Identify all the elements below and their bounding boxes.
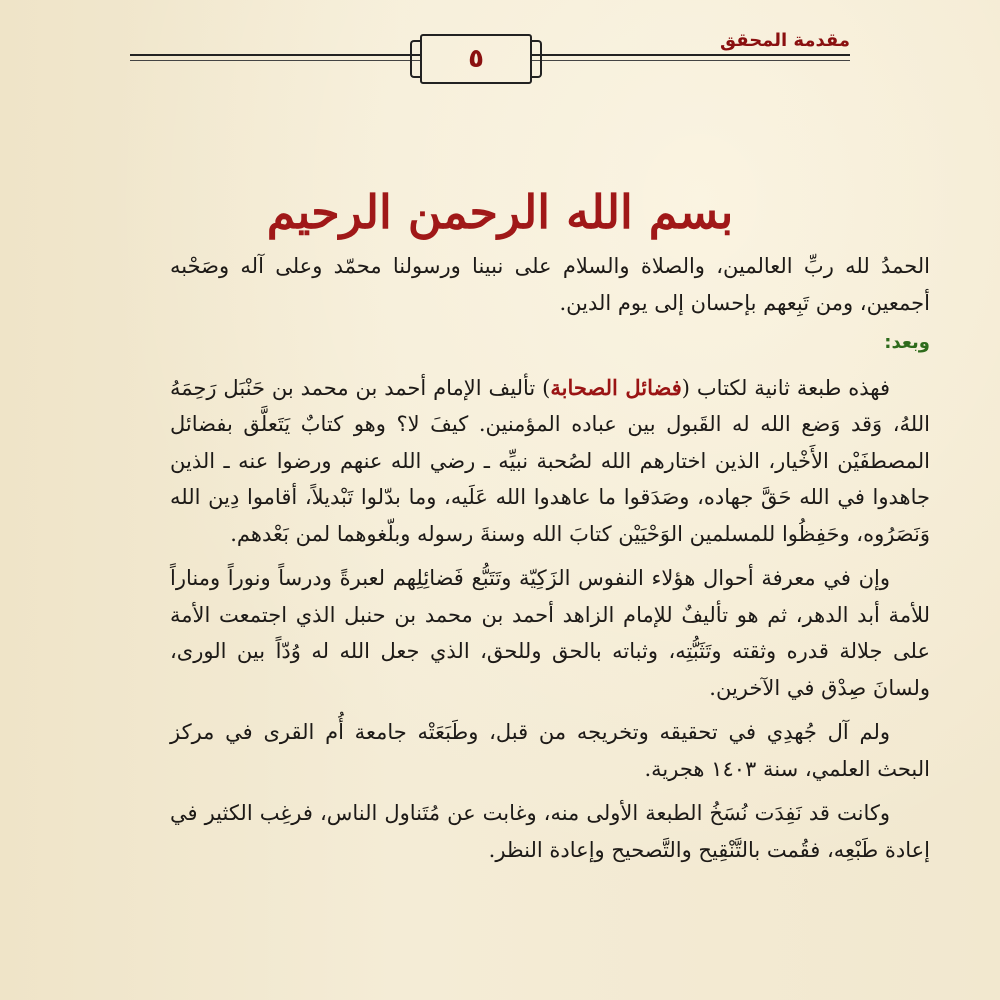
- page-header: [130, 30, 850, 86]
- paragraph-4: وكانت قد نَفِدَت نُسَخُ الطبعة الأولى منه، وغابت عن مُتَناول الناس، فرغِب الكثير في إعادة طَبْعِه، فقُمت بالتَّنْقِيح والتَّصحيح وإعادة النظر.: [170, 801, 930, 862]
- paragraph-1-end: ) تأليف الإمام أحمد بن محمد بن حَنْبَل رَحِمَهُ اللهُ، وَقد وَضع الله له القَبول بين عباده المؤمنين. كيفَ لا؟ وهو كتابٌ يَتَعلَّق بفضائل المصطفَيْن الأَخْيار، الذين اختارهم الله لصُحبة نبيِّه ـ رضي الله عنهم ورضوا عنه ـ الذين جاهدوا في الله حَقَّ جهاده، وصَدَقوا ما عاهدوا الله عَلَيه، وما بدّلوا تَبْديلاً، أقاموا دِين الله وَنَصَرُوه، وحَفِظُوا للمسلمين الوَحْيَيْن كتابَ الله وسنةَ رسوله وبلّغوهما لمن بَعْدهم.: [170, 375, 930, 546]
- basmala-heading: بسم الله الرحمن الرحيم: [266, 185, 734, 239]
- paragraph-1: [170, 370, 930, 553]
- book-title: فضائل الصحابة: [550, 374, 682, 400]
- header-rule: [130, 60, 420, 61]
- running-head: مقدمة المحقق: [720, 30, 850, 51]
- header-rule: [130, 54, 420, 56]
- paragraph-3: ولم آل جُهدِي في تحقيقه وتخريجه من قبل، وطَبَعَتْه جامعة أُم القرى في مركز البحث العلمي، سنة ١٤٠٣ هجرية.: [170, 720, 930, 781]
- subheading: وبعد:: [884, 332, 930, 353]
- intro-paragraph: الحمدُ لله ربِّ العالمين، والصلاة والسلام على نبينا ورسولنا محمّد وعلى آله وصَحْبه أجمعين، ومن تَبِعهم بإحسان إلى يوم الدين.: [170, 254, 930, 315]
- paragraph-1-start: فهذه طبعة ثانية لكتاب (: [681, 375, 890, 400]
- body-text: [170, 248, 930, 868]
- page-number: ٥: [420, 34, 532, 84]
- header-rule: [530, 54, 850, 56]
- header-rule: [530, 60, 850, 61]
- paragraph-2: وإن في معرفة أحوال هؤلاء النفوس الزَكِيّة وتَتَبُّع فَضائِلِهم لعبرةً ودرساً ونوراً ومناراً للأمة أبد الدهر، ثم هو تأليفٌ للإمام الزاهد أحمد بن محمد بن حنبل الذي اجتمعت الأمة على جلالة قدره وثقته وتَثَبُّتِه، وثباته بالحق وللحق، الذي جعل الله له وُدّاً بين الورى، ولسانَ صِدْق في الآخرين.: [170, 566, 930, 700]
